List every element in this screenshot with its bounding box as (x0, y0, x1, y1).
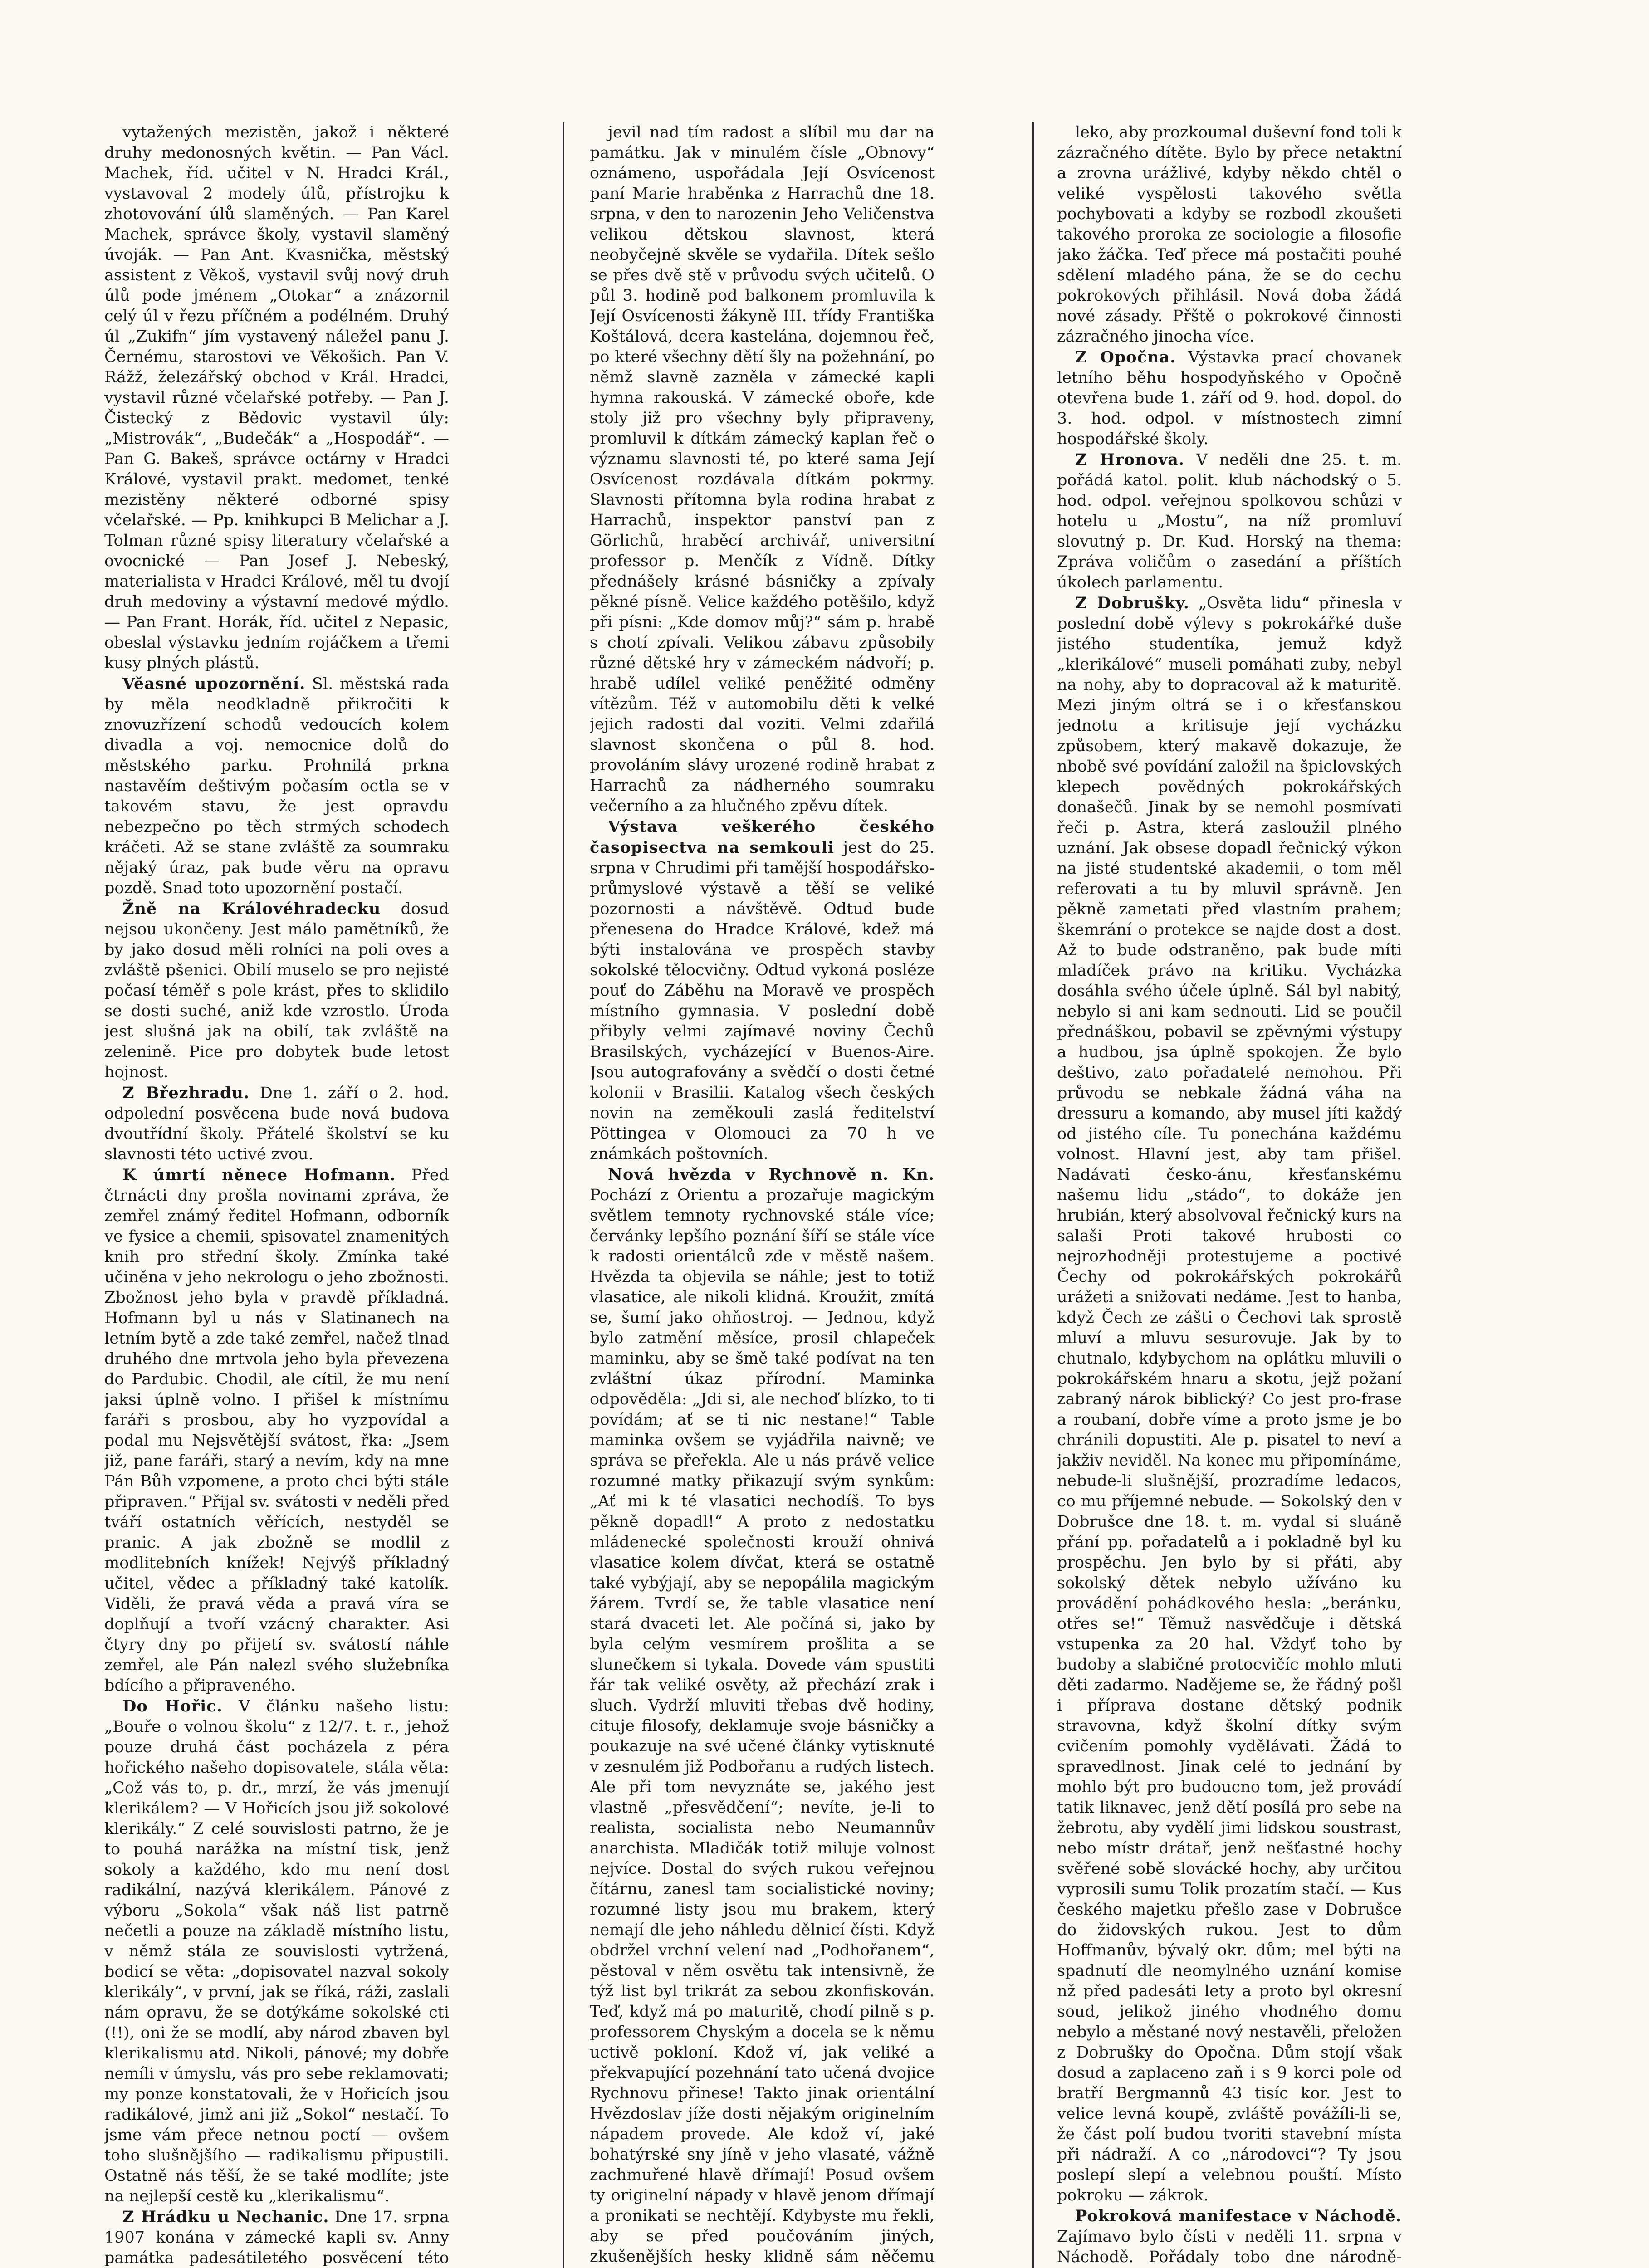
section-heading: Z Březhradu. (122, 1084, 250, 1102)
section-heading: Nová hvězda v Rychnově n. Kn. (608, 1165, 935, 1184)
column-3 (1057, 122, 1402, 2268)
paragraph: vytažených mezistěn, jakož i některé druhy medonosných květin. — Pan Václ. Machek, říd. učitel v N. Hradci Král., vystavoval 2 modely úlů, přístrojku k zhotovování úlů slaměných. — Pan Karel Machek, správce školy, vystavil slaměný úvoják. — Pan Ant. Kvasnička, městský assistent z Věkoš, vystavil svůj nový druh úlů pode jménem „Otokar“ a znázornil celý úl v řezu příčném a podélném. Druhý úl „Zukifn“ jím vystavený náležel panu J. Černému, starostovi ve Věkošich. Pan V. Rážž, železářský obchod v Král. Hradci, vystavil různé včelařské potřeby. — Pan J. Čistecký z Bědovic vystavil úly: „Mistrovák“, „Budečák“ a „Hospodář“. — Pan G. Bakeš, správce octárny v Hradci Králové, vystavil prakt. medomet, tenké mezistěny některé odborné spisy včelařské. — Pp. knihkupci B Melichar a J. Tolman různé spisy literatury včelařské a ovocnické — Pan Josef J. Nebeský, materialista v Hradci Králové, měl tu dvojí druh medoviny a výstavní medové mýdlo. — Pan Frant. Horák, říd. učitel z Nepasic, obeslal výstavku jedním rojáčkem a třemi kusy plných plástů. (104, 123, 449, 672)
paragraph: Nová hvězda v Rychnově n. Kn. Pochází z Orientu a prozařuje magickým světlem temnoty rychnovské stále více; červánky lepšího poznání šíří se stále více k radosti orientálců zde v městě našem. Hvězda ta objevila se náhle; jest to totiž vlasatice, ale nikoli klidná. Kroužit, zmítá se, šumí jako ohňostroj. — Jednou, když bylo zatmění měsíce, prosil chlapeček maminku, aby se šmě také podívat na ten zvláštní úkaz přírodní. Maminka odpověděla: „Jdi si, ale nechoď blízko, to ti povídám; ať se ti nic nestane!“ Table maminka ovšem se vyjádřila naivně; ve správa se přeřekla. Ale u nás právě velice rozumné matky přikazují svým synkům: „Ať mi k té vlasatici nechodíš. To bys pěkně dopadl!“ A proto z nedostatku mládenecké společnosti krouží ohnivá vlasatice kolem dívčat, která se ostatně také vybýjají, aby se nepopálila magickým žárem. Tvrdí se, že table vlasatice není stará dvaceti let. Ale počíná si, jako by byla celým vesmírem prošlita a se slunečkem si tykala. Dovede vám spustiti řár tak veliké osvěty, až přechází zrak i sluch. Vydrží mluviti třebas dvě hodiny, cituje filosofy, deklamuje svoje básničky a poukazuje na své učené články vytisknuté v zesnulém již Podbořanu a rudých listech. Ale při tom nevyznáte se, jakého jest vlastně „přesvědčení“; nevíte, je-li to realista, socialista nebo Neumannův anarchista. Mladičák totiž miluje volnost nejvíce. Dostal do svých rukou veřejnou čítárnu, zanesl tam socialistické noviny; rozumné listy jsou mu brakem, který nemají dle jeho náhledu dělnicí čísti. Když obdržel vrchní velení nad „Podhořanem“, pěstoval v něm osvětu tak intensivně, že týž list byl trikrát za sebou zkonfiskován. Teď, když má po maturitě, chodí pilně s p. professorem Chyským a docela se k němu uctivě pokloní. Kdož ví, jak veliké a překvapující pozehnání tato učená dvojice Rychnovu přinese! Takto jinak orientální Hvězdoslav jíže dosti nějakým originelním nápadem provede. Ale kdož ví, jaké bohatýrské sny jíně v jeho vlasaté, vážně zachmuřené hlavě dřímají! Posud ovšem ty originelní nápady v hlavě jenom dřímají a pronikati se nechtějí. Kdybyste mu řekli, aby se před poučováním jiných, zkušenějších hesky klidně sám něčemu (590, 1165, 935, 2266)
column-2 (590, 122, 935, 2268)
section-heading: Věasné upozornění. (122, 675, 306, 693)
paragraph: Z Opočna. Výstavka prací chovanek letního běhu hospodyňského v Opočně otevřena bude 1. září od 9. hod. dopol. do 3. hod. odpol. v místnostech zimní hospodářské školy. (1057, 348, 1402, 448)
section-heading: K úmrtí něnece Hofmann. (122, 1166, 396, 1184)
section-heading: Pokroková manifestace v Náchodě. (1075, 2207, 1402, 2225)
paragraph: Pokroková manifestace v Náchodě. Zajímavo bylo čísti v neděli 11. srpna v Náchodě. Pořádaly tobo dne národně- (1057, 2207, 1402, 2266)
paragraph: Z Dobrušky. „Osvěta lidu“ přinesla v poslední době výlevy s pokrokářké duše jistého studentíka, jemuž když „klerikálové“ museli pomáhati zuby, nebyl na nohy, aby to dopracoval až k maturitě. Mezi jiným oltrá se i o křesťanskou jednotu a kritisuje její vycházku způsobem, který makavě dokazuje, že nbobě své povídání založil na špiclovských klepech povědných pokrokářských donašečů. Jinak by se nemohl posmívati řeči p. Astra, která zasloužil plného uznání. Jak obsese dopadl řečnický výkon na jisté studentské akademii, o tom měl referovati a tu by mluvil správně. Jen pěkně zametati před vlastním prahem; škemrání o protekce se najde dost a dost. Až to bude odstraněno, pak bude míti mladíček právo na kritiku. Vycházka dosáhla svého účele úplně. Sál byl nabitý, nebylo si ani kam sednouti. Lid se poučil přednáškou, pobavil se zpěvnými výstupy a hudbou, jsa úplně spokojen. Že bylo deštivo, zato pořadatelé nemohou. Při průvodu se nebkale žádná váha na dressuru a komando, aby musel jíti každý od jistého cíle. Tu ponechána každému volnost. Hlavní jest, aby tam přišel. Nadávati česko-ánu, křesťanskému našemu lidu „stádo“, to dokáže jen hrubián, který absolvoval řečnický kurs na salaši Proti takové hrubosti co nejrozhodněji protestujeme a poctivé Čechy od pokrokářských pokrokářů urážeti a snižovati nedáme. Jest to hanba, když Čech ze zášti o Čechovi tak sprostě mluví a mluvu sesurovuje. Jak by to chutnalo, kdybychom na oplátku mluvili o pokrokářském hnaru a skotu, jejž požaní zabraný nárok biblický? Co jest pro-frase a roubaní, dobře víme a proto jsme je bo chránili dopustiti. Ale p. pisatel to neví a jakživ neviděl. Na konec mu připomínáme, nebude-li slušnější, prozradíme ledacos, co mu příjemné nebude. — Sokolský den v Dobrušce dne 18. t. m. vydal si sluáně přání pp. pořadatelů a i pokladně byl ku prospěchu. Jen bylo by si přáti, aby sokolský dětek nebylo užíváno ku provádění pohádkového hesla: „beránku, otřes se!“ Těmuž nasvědčuje i dětská vstupenka za 20 hal. Vždyť toho by budoby a slabičné protocvičíc mohlo mluti děti zadarmo. Nadějeme se, že řádný pošl i příprava dostane dětský podnik stravovna, když školní dítky svým cvičením pomohly vydělávati. Žádá to spravedlnost. Jinak celé to jednání by mohlo být pro budoucno tom, jež provádí tatik liknavec, jenž dětí posílá pro sebe na žebrotu, aby vydělí jimi lidskou soustrast, nebo místr drátař, jenž nešťastné hochy svěřené sobě slovácké hochy, aby určitou vyprosili sumu Tolik prozatím stačí. — Kus českého majetku přešlo zase v Dobrušce do židovských rukou. Jest to dům Hoffmanův, bývalý okr. dům; mel býti na spadnutí dle neomylného uznání komise nž před padesáti lety a proto byl okresní soud, jelikož jiného vhodného domu nebylo a městané nový nestavěli, přeložen z Dobrušky do Opočna. Dům stojí však dosud a zaplaceno zaň i s 9 korci pole od bratří Bergmannů 43 tisíc kor. Jest to velice levná koupě, zvláště povážíli-li se, že část polí budou tvoriti stavební místa při nádraží. A co „národovci“? Ty jsou poslepí slepí a velebnou pouští. Místo pokroku — zákrok. (1057, 594, 1402, 2204)
paragraph: K úmrtí něnece Hofmann. Před čtrnácti dny prošla novinami zpráva, že zemřel známý ředitel Hofmann, odborník ve fysice a chemii, spisovatel znamenitých knih pro střední školy. Zmínka také učiněna v jeho nekrologu o jeho zbožnosti. Zbožnost jeho byla v pravdě příkladná. Hofmann byl u nás v Slatinanech na letním bytě a zde také zemřel, načež tlnad druhého dne mrtvola jeho byla převezena do Pardubic. Chodil, ale cítil, že mu není jaksi úplně volno. I přišel k místnímu faráři s prosbou, aby ho vyzpovídal a podal mu Nejsvětější svátost, řka: „Jsem již, pane faráři, starý a nevím, kdy na mne Pán Bůh vzpomene, a proto chci býti stále připraven.“ Přijal sv. svátosti v neděli před tváří ostatních věřících, nestyděl se pranic. A jak zbožně se modlil z modlitebních knížek! Nejvýš příkladný učitel, vědec a příkladný také katolík. Viděli, že pravá věda a pravá víra se doplňují a tvoří vzácný charakter. Asi čtyry dny po přijetí sv. svátostí náhle zemřel, ale Pán nalezl svého služebníka bdícího a připraveného. (104, 1166, 449, 1695)
paragraph: jevil nad tím radost a slíbil mu dar na památku. Jak v minulém čísle „Obnovy“ oznámeno, uspořádala Její Osvícenost paní Marie hraběnka z Harrachů dne 18. srpna, v den to narozenin Jeho Veličenstva velikou dětskou slavnost, která neobyčejně skvěle se vydařila. Dítek sešlo se přes dvě stě v průvodu svých učitelů. O půl 3. hodině pod balkonem promluvila k Její Osvícenosti žákyně III. třídy Františka Koštálová, dcera kastelána, dojemnou řeč, po které všechny dětí šly na požehnání, po němž slavně zazněla v zámecké kapli hymna rakouská. V zámecké oboře, kde stoly již pro všechny byly připraveny, promluvil k dítkám zámecký kaplan řeč o významu slavnosti té, po které sama Její Osvícenost rozdávala dítkám pokrmy. Slavnosti přítomna byla rodina hrabat z Harrachů, inspektor panství pan z Görlichů, hraběcí archivář, universitní professor p. Menčík z Vídně. Dítky přednášely krásné básničky a zpívaly pěkné písně. Velice každého potěšilo, když při písni: „Kde domov můj?“ sám p. hrabě s chotí zpívali. Velikou zábavu způsobily různé dětské hry v zámeckém nádvoří; p. hrabě udílel veliké peněžité odměny vítězům. Též v automobilu děti k velké jejich radosti dal voziti. Velmi zdařilá slavnost skončena o půl 8. hod. provoláním slávy urozené rodině hrabat z Harrachů za nádherného soumraku večerního a za hlučného zpěvu dítek. (590, 123, 935, 815)
column-divider (1032, 122, 1034, 2268)
paragraph: Věasné upozornění. Sl. městská rada by měla neodkladně přikročiti k znovuzřízení schodů vedoucích kolem divadla a voj. nemocnice dolů do městského parku. Prohnilá prkna nastavěím deštivým počasím octla se v takovém stavu, že jest opravdu nebezpečno po těch strmých schodech kráčeti. Až se stane zvláště za soumraku nějaký úraz, pak bude věru na opravu pozdě. Snad toto upozornění postačí. (104, 675, 449, 897)
paragraph: Z Hrádku u Nechanic. Dne 17. srpna 1907 konána v zámecké kapli sv. Anny památka padesátiletého posvěcení této (104, 2208, 449, 2267)
section-heading: Z Hrádku u Nechanic. (122, 2208, 329, 2226)
paragraph: Výstava veškerého českého časopisectva na semkouli jest do 25. srpna v Chrudimi při tamější hospodářsko-průmyslové výstavě a těší se veliké pozornosti a návštěvě. Odtud bude přenesena do Hradce Králové, kdež má býti instalována ve prospěch stavby sokolské tělocvičny. Odtud vykoná posléze pouť do Záběhu na Moravě ve prospěch místního gymnasia. V poslední době přibyly velmi zajímavé noviny Čechů Brasilských, vycházející v Buenos-Aire. Jsou autografovány a svědčí o dosti četné kolonii v Brasilii. Katalog všech českých novin na zeměkouli zaslá ředitelství Pöttingea v Olomouci za 70 h ve známkách poštovních. (590, 817, 935, 1163)
section-heading: Žně na Královéhradecku (122, 899, 381, 918)
section-heading: Z Opočna. (1075, 348, 1176, 367)
section-heading: Výstava veškerého českého časopisectva na semkouli (590, 817, 935, 857)
section-heading: Z Hronova. (1075, 450, 1185, 469)
paragraph: Z Hronova. V neděli dne 25. t. m. pořádá katol. polit. klub náchodský o 5. hod. odpol. veřejnou spolkovou schůzi v hotelu u „Mostu“, na níž promluví slovutný p. Dr. Kud. Horský na thema: Zpráva voličům o zasedání a příštích úkolech parlamentu. (1057, 450, 1402, 591)
paragraph: Z Březhradu. Dne 1. září o 2. hod. odpolední posvěcena bude nová budova dvoutřídní školy. Přátelé školství se ku slavnosti této uctivé zvou. (104, 1084, 449, 1163)
section-heading: Do Hořic. (122, 1697, 223, 1716)
paragraph: Do Hořic. V článku našeho listu: „Bouře o volnou školu“ z 12/7. t. r., jehož pouze druhá část pocházela z péra hořického našeho dopisovatele, stála věta: „Což vás to, p. dr., mrzí, že vás jmenují klerikálem? — V Hořicích jsou již sokolové klerikály.“ Z celé souvislosti patrno, že je to pouhá narážka na místní tisk, jenž sokoly a každého, kdo mu není dost radikální, nazývá klerikálem. Pánové z výboru „Sokola“ však náš list patrně nečetli a pouze na základě místního listu, v němž stála ze souvislosti vytržená, bodicí se věta: „dopisovatel nazval sokoly klerikály“, v první, jak se říká, ráži, zaslali nám opravu, že se dotýkáme sokolské cti (!!), oni že se modlí, aby národ zbaven byl klerikalismu atd. Nikoli, pánové; my dobře nemíli v úmyslu, vás pro sebe reklamovati; my ponze konstatovali, že v Hořicích jsou radikálové, jimž ani již „Sokol“ nestačí. To jsme vám přece netnou poctí — ovšem toho slušnějšího — radikalismu připustili. Ostatně nás těší, že se také modlíte; jste na nejlepší cestě ku „klerikalismu“. (104, 1697, 449, 2205)
column-divider (563, 122, 564, 2268)
column-1 (104, 122, 449, 2268)
paragraph: leko, aby prozkoumal duševní fond toli k zázračného dítěte. Bylo by přece netaktní a zrovna urážlivé, kdyby někdo chtěl o veliké vyspělosti takového světla pochybovati a kdyby se rozbodl zkoušeti takového proroka ze sociologie a filosofie jako žáčka. Teď přece má postačiti pouhé sdělení mladého pána, že se do cechu pokrokových přihlásil. Nová doba žádá nové zásady. Přště o pokrokové činnosti zázračného jinocha více. (1057, 123, 1402, 346)
section-heading: Z Dobrušky. (1075, 594, 1189, 612)
paragraph: Žně na Královéhradecku dosud nejsou ukončeny. Jest málo pamětníků, že by jako dosud měli rolníci na poli oves a zvláště pšenici. Obilí muselo se pro nejisté počasí téměř s pole krást, přes to sklidilo se dosti suché, aniž kde vzrostlo. Úroda jest slušná jak na obilí, tak zvláště na zelenině. Pice pro dobytek bude letost hojnost. (104, 899, 449, 1081)
